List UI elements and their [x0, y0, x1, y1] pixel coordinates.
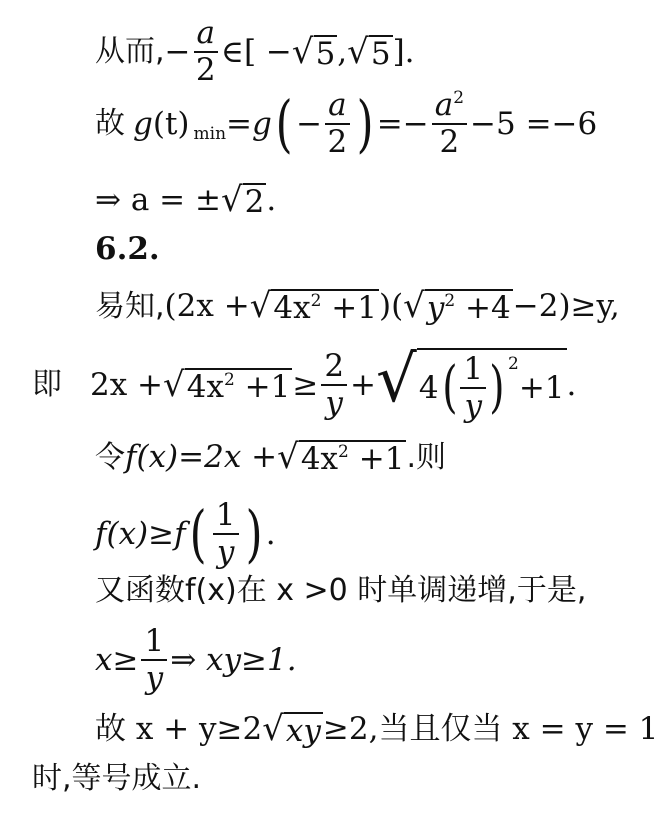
text: ]. [392, 33, 415, 70]
line-3 [95, 180, 277, 220]
line-9 [95, 573, 587, 608]
radicand: 5 [370, 35, 391, 72]
text: (2x + [164, 288, 250, 324]
sqrt: √ 5 [291, 31, 336, 72]
line-2: 故 g (t) min = g ( − $\frac{a}{2}$ ) =− $\frac{a^2}{2}$ −5 =−6 [95, 87, 598, 160]
text: ⇒ a = ± [95, 182, 221, 218]
line-5 [95, 286, 620, 326]
denominator: y [216, 534, 235, 570]
text: .则 [406, 439, 446, 475]
text: 又函数f(x)在 x >0 时单调递增,于是, [95, 573, 587, 608]
sqrt: √ 4 ( $\frac{1}{y}$ ) 2 +1 [376, 343, 565, 424]
radicand: 5 [315, 35, 336, 72]
fraction [213, 497, 239, 570]
text: ≥ [292, 366, 319, 403]
numerator: a [325, 90, 349, 125]
text: . [566, 366, 577, 403]
text: ⇒ xy≥1. [170, 641, 297, 678]
numerator: 1 [141, 626, 167, 661]
sqrt: √ $4x^2 +1$ [277, 437, 405, 477]
text: 故 [95, 106, 125, 141]
sqrt: √ $4x^2 +1$ [249, 286, 377, 326]
line-12 [32, 761, 202, 796]
text: x≥ [95, 641, 139, 678]
sqrt: √ 5 [347, 31, 391, 72]
denominator: y [325, 385, 343, 421]
text: , [337, 33, 348, 70]
fraction [432, 87, 467, 160]
text: 时,等号成立. [32, 761, 202, 796]
text: =− [376, 105, 429, 142]
radicand: $4x^2 +1$ [273, 290, 377, 326]
denominator: 2 [439, 124, 460, 160]
text: 易知, [95, 288, 165, 324]
text: − [296, 105, 323, 142]
line-11 [95, 709, 659, 749]
text: . [265, 515, 276, 552]
denominator: 2 [327, 124, 348, 160]
line-1 [95, 15, 415, 88]
denominator: 2 [195, 52, 216, 88]
numerator: a [194, 18, 218, 53]
text: f(x)=2x + [125, 439, 278, 475]
denominator: y [145, 660, 164, 696]
text: −2)≥y, [512, 288, 620, 324]
numerator: $a^2$ [432, 90, 467, 125]
text: −5 =−6 [470, 105, 598, 142]
text: 2x + [90, 366, 164, 403]
line-10 [95, 623, 297, 696]
minus-sign: − [164, 33, 191, 70]
radicand: $y^2 +4$ [426, 290, 511, 326]
text: 6.2. [95, 231, 160, 267]
sqrt: √ xy [262, 709, 321, 749]
text: )( [378, 288, 404, 324]
text: ≥2,当且仅当 x = y = 1 [322, 711, 659, 747]
text: 故 x + y≥2 [95, 711, 263, 747]
text: + [350, 366, 377, 403]
section-number [95, 231, 160, 267]
line-6 [32, 343, 577, 424]
radicand: xy [285, 713, 321, 749]
text: ∈[ − [221, 33, 292, 70]
fraction [325, 87, 349, 160]
subscript: min [193, 123, 227, 144]
radicand: $4x^2 +1$ [300, 441, 405, 477]
numerator: 2 [321, 351, 347, 386]
sqrt: √ 2 [220, 180, 265, 220]
text: g [133, 105, 153, 142]
line-8: f(x)≥f ( $\frac{1}{y}$ ) . [95, 497, 276, 570]
text: 令 [95, 439, 125, 475]
radicand: $4x^2 +1$ [186, 368, 291, 405]
text: 即 [32, 367, 62, 402]
fraction [321, 348, 347, 421]
text: f(x)≥f [95, 515, 186, 552]
radicand: 2 [244, 184, 265, 220]
text: g [252, 105, 272, 142]
radicand: 4 ( $\frac{1}{y}$ ) 2 +1 [417, 348, 567, 422]
text: . [266, 182, 277, 218]
sqrt: √ $4x^2 +1$ [163, 364, 291, 405]
sqrt: √ $y^2 +4$ [403, 286, 511, 326]
text: 从而, [95, 34, 165, 69]
numerator: 1 [213, 500, 239, 535]
fraction [141, 623, 167, 696]
line-7 [95, 437, 446, 477]
text: = [226, 105, 253, 142]
fraction [194, 15, 218, 88]
text: (t) [152, 105, 190, 142]
